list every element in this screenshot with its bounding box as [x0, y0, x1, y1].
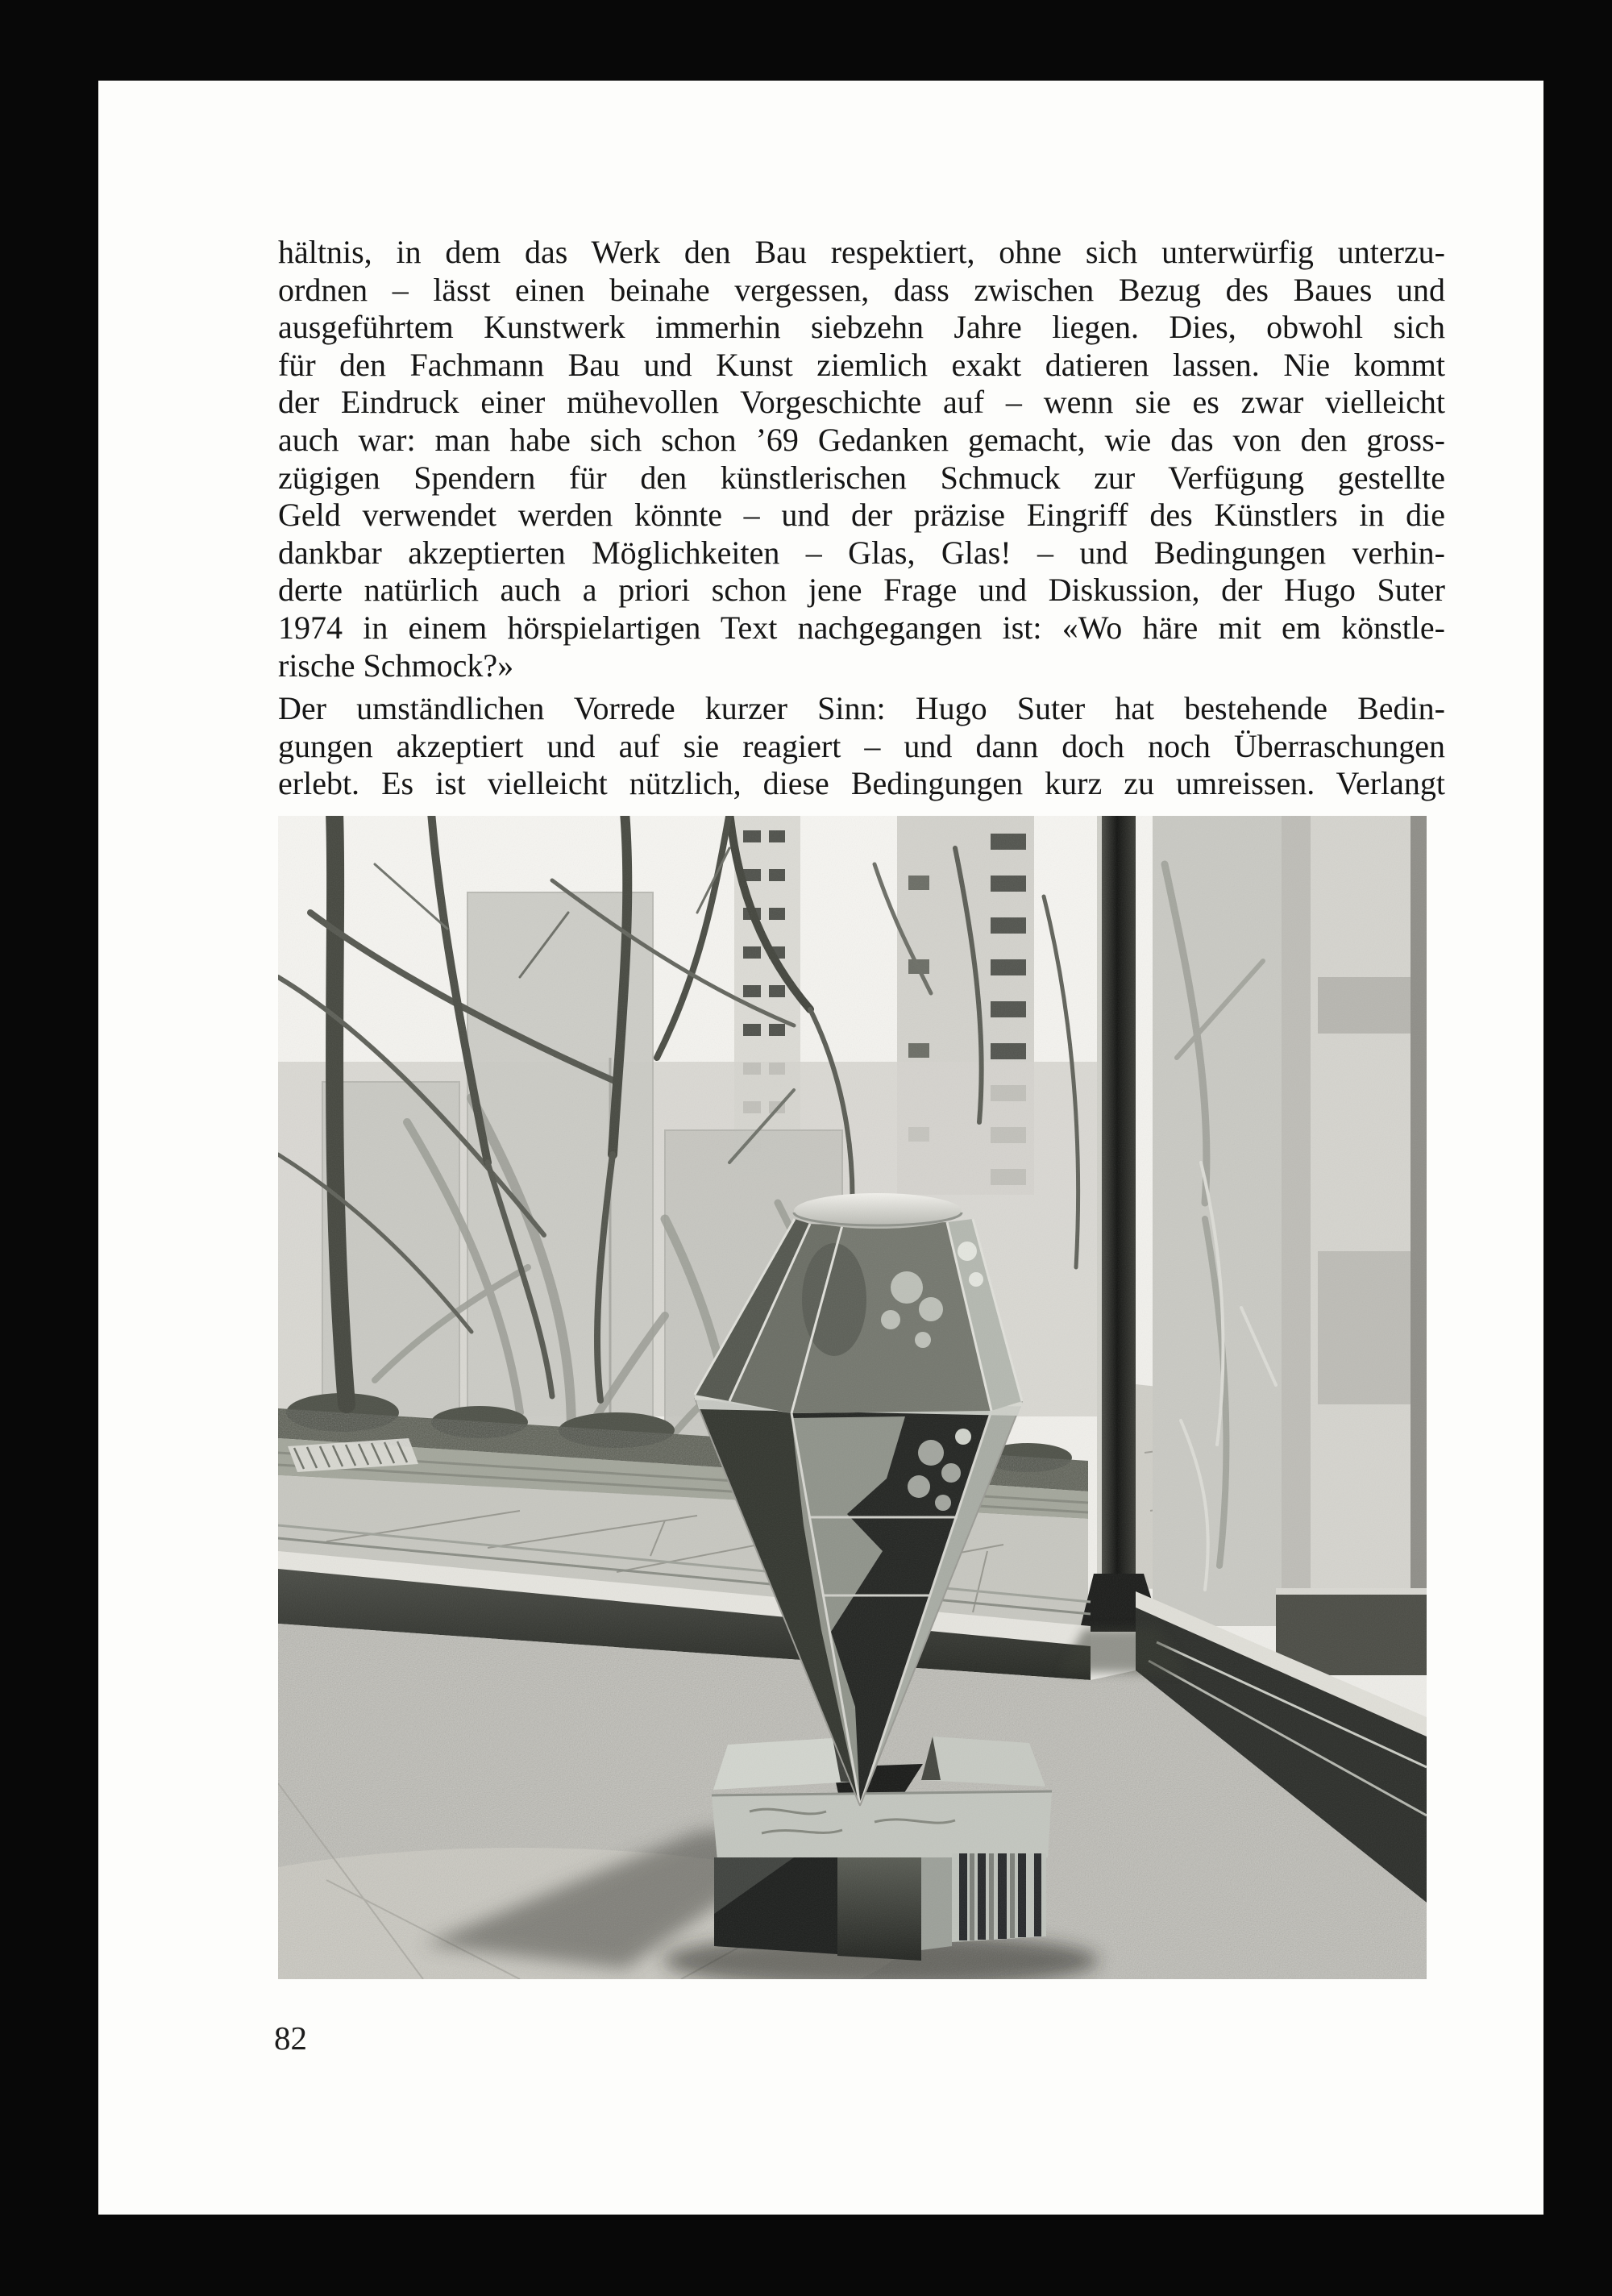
text-line: für den Fachmann Bau und Kunst ziemlich exakt datieren lassen. Nie kommt: [278, 346, 1445, 383]
text-line: Der umständlichen Vorrede kurzer Sinn: Hugo Suter hat bestehende Bedin-: [278, 690, 1445, 727]
book-page: [98, 81, 1543, 2215]
page-number: 82: [274, 2019, 307, 2057]
text-line: Geld verwendet werden könnte – und der präzise Eingriff des Künstlers in die: [278, 497, 1445, 534]
text-line: dankbar akzeptierten Möglichkeiten – Glas, Glas! – und Bedingungen verhin-: [278, 534, 1445, 571]
sculpture-photo: [278, 816, 1427, 1979]
body-text: [278, 234, 1445, 803]
paragraph-2: [278, 690, 1445, 803]
text-line: auch war: man habe sich schon ’69 Gedanken gemacht, wie das von den gross-: [278, 421, 1445, 458]
text-line: 1974 in einem hörspielartigen Text nachgegangen ist: «Wo häre mit em könstle-: [278, 609, 1445, 646]
text-line: gungen akzeptiert und auf sie reagiert – und dann doch noch Überraschungen: [278, 727, 1445, 764]
text-line: der Eindruck einer mühevollen Vorgeschichte auf – wenn sie es zwar vielleicht: [278, 384, 1445, 421]
text-line: hältnis, in dem das Werk den Bau respektiert, ohne sich unterwürfig unterzu-: [278, 234, 1445, 270]
text-line: derte natürlich auch a priori schon jene Frage und Diskussion, der Hugo Suter: [278, 572, 1445, 609]
paragraph-1: [278, 234, 1445, 684]
text-line: zügigen Spendern für den künstlerischen Schmuck zur Verfügung gestellte: [278, 459, 1445, 496]
text-line: rische Schmock?»: [278, 647, 514, 684]
photo-grain: [278, 816, 1427, 1979]
sculpture-photo-art: [278, 816, 1427, 1979]
text-line: ordnen – lässt einen beinahe vergessen, dass zwischen Bezug des Baues und: [278, 271, 1445, 308]
text-line: ausgeführtem Kunstwerk immerhin siebzehn Jahre liegen. Dies, obwohl sich: [278, 309, 1445, 346]
text-line: erlebt. Es ist vielleicht nützlich, diese Bedingungen kurz zu umreissen. Verlangt: [278, 765, 1445, 802]
